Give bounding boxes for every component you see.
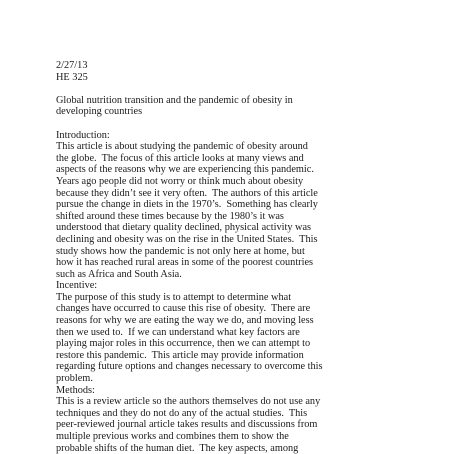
date-line: 2/27/13 bbox=[56, 60, 88, 71]
paragraph-line: reasons for why we are eating the way we do, and moving less bbox=[56, 315, 314, 327]
paragraph-line: then we used to. If we can understand what key factors are bbox=[56, 326, 300, 338]
title-line: Global nutrition transition and the pandemic of obesity in bbox=[56, 94, 293, 106]
methods-section bbox=[56, 385, 416, 454]
paragraph-line: Years ago people did not worry or think much about obesity bbox=[56, 175, 304, 187]
paragraph-line: multiple previous works and combines them to show the bbox=[56, 431, 289, 442]
course-line: HE 325 bbox=[56, 71, 88, 83]
paragraph-line: understood that dietary quality declined, physical activity was bbox=[56, 222, 312, 234]
introduction-section bbox=[56, 130, 416, 281]
incentive-section bbox=[56, 280, 416, 384]
paragraph-line: because they didn’t see it very often. The authors of this article bbox=[56, 187, 318, 199]
paragraph-line: peer-reviewed journal article takes results and discussions from bbox=[56, 419, 318, 431]
paragraph-line: The purpose of this study is to attempt to determine what bbox=[56, 291, 292, 303]
paragraph-line: problem. bbox=[56, 373, 93, 385]
section-heading-incentive: Incentive: bbox=[56, 280, 98, 292]
paragraph-line: how it has reached rural areas in some of the poorest countries bbox=[56, 257, 314, 269]
paragraph-line: playing major roles in this occurrence, then we can attempt to bbox=[56, 338, 311, 350]
paragraph-line: probable shifts of the human diet. The key aspects, among bbox=[56, 442, 299, 454]
section-heading-methods: Methods: bbox=[56, 384, 95, 396]
paragraph-line: study shows how the pandemic is not only here at home, but bbox=[56, 245, 305, 257]
paragraph-line: pursue the change in diets in the 1970’s. Something has clearly bbox=[56, 199, 318, 211]
spacer bbox=[56, 83, 416, 95]
paragraph-line: This is a review article so the authors themselves do not use any bbox=[56, 396, 321, 408]
paragraph-line: changes have occurred to cause this rise of obesity. There are bbox=[56, 303, 311, 315]
paragraph-line: techniques and they do not do any of the actual studies. This bbox=[56, 407, 308, 419]
paragraph-line: aspects of the reasons why we are experiencing this pandemic. bbox=[56, 164, 314, 176]
paragraph-line: restore this pandemic. This article may provide information bbox=[56, 349, 304, 361]
title-line: developing countries bbox=[56, 106, 143, 118]
paragraph-line: such as Africa and South Asia. bbox=[56, 268, 182, 280]
paragraph-line: regarding future options and changes necessary to overcome this bbox=[56, 361, 323, 373]
paragraph-line: the globe. The focus of this article looks at many views and bbox=[56, 152, 304, 164]
paragraph-line: shifted around these times because by the 1980’s it was bbox=[56, 210, 284, 222]
paragraph-line: This article is about studying the pandemic of obesity around bbox=[56, 141, 308, 153]
section-heading-introduction: Introduction: bbox=[56, 129, 110, 141]
spacer bbox=[56, 118, 416, 130]
document-title bbox=[56, 95, 416, 118]
paragraph-line: declining and obesity was on the rise in the United States. This bbox=[56, 233, 318, 245]
document-body bbox=[56, 60, 416, 454]
